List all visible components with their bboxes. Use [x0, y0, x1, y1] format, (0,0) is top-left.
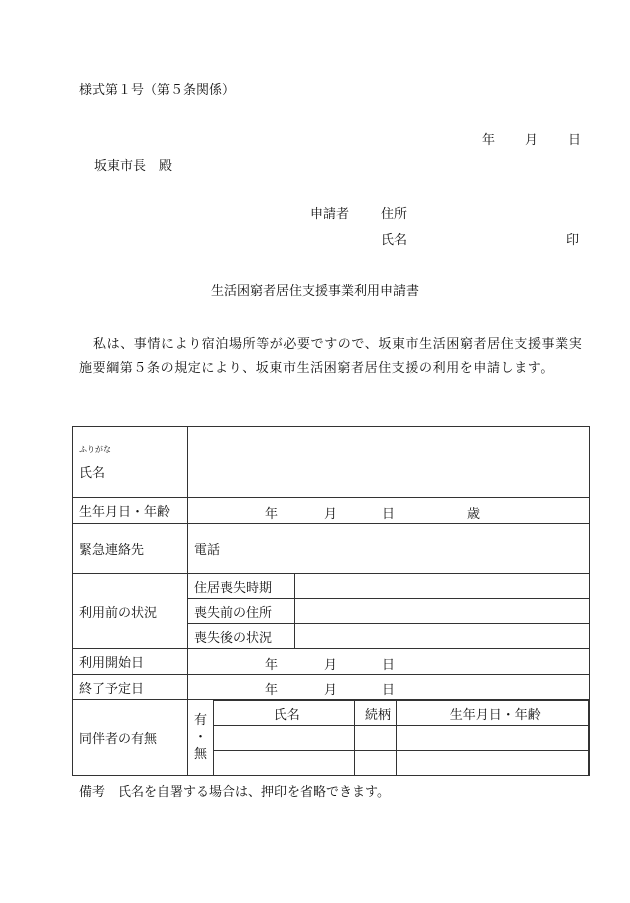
companion-detail-table — [214, 700, 589, 775]
applicant-name-label: 氏名 — [381, 233, 408, 248]
phone-label: 電話 — [194, 543, 221, 558]
emergency-contact-label: 緊急連絡先 — [73, 524, 188, 574]
companion-relation-header: 続柄 — [354, 701, 396, 726]
row-end-date — [73, 675, 590, 700]
row-name — [73, 427, 590, 498]
applicant-label: 申請者 — [310, 207, 350, 222]
loss-time-label: 住居喪失時期 — [188, 574, 295, 599]
application-statement — [79, 333, 589, 381]
prior-status-label: 利用前の状況 — [73, 574, 188, 649]
previous-address-label: 喪失前の住所 — [188, 599, 295, 624]
end-date-label: 終了予定日 — [73, 675, 188, 700]
companion-row — [214, 751, 589, 776]
after-loss-status-input[interactable] — [295, 624, 590, 649]
start-month-label: 月 — [324, 657, 338, 673]
companion-dot: ・ — [193, 730, 207, 745]
row-start-date — [73, 649, 590, 675]
start-date-input-cell[interactable] — [188, 649, 590, 675]
row-prior-status-1 — [73, 574, 590, 599]
remarks: 備考 氏名を自署する場合は、押印を省略できます。 — [79, 785, 390, 800]
date-year-label: 年 — [482, 133, 496, 148]
date-month-label: 月 — [525, 133, 539, 148]
companion-birth-header: 生年月日・年齢 — [396, 701, 589, 726]
start-day-label: 日 — [382, 657, 396, 673]
row-companion — [73, 700, 590, 776]
companion-birth-input[interactable] — [396, 726, 589, 751]
row-birth-age — [73, 498, 590, 524]
furigana-label: ふりがな — [79, 444, 111, 454]
name-input-cell[interactable] — [188, 427, 590, 498]
companion-label: 同伴者の有無 — [73, 700, 188, 776]
age-unit-label: 歳 — [467, 506, 481, 522]
date-day-label: 日 — [568, 133, 582, 148]
companion-row — [214, 726, 589, 751]
seal-mark: 印 — [566, 233, 580, 248]
birth-age-input-cell[interactable] — [188, 498, 590, 524]
end-month-label: 月 — [324, 683, 338, 698]
end-date-input-cell[interactable] — [188, 675, 590, 700]
end-year-label: 年 — [265, 683, 279, 698]
previous-address-input[interactable] — [295, 599, 590, 624]
addressee: 坂東市長 殿 — [94, 159, 173, 174]
start-year-label: 年 — [265, 657, 279, 673]
companion-name-input[interactable] — [214, 751, 354, 776]
companion-relation-input[interactable] — [354, 751, 396, 776]
companion-no[interactable]: 無 — [193, 747, 207, 762]
companion-yes-no-cell[interactable] — [188, 700, 214, 776]
application-form-table — [72, 426, 590, 776]
application-statement-text: 私は、事情により宿泊場所等が必要ですので、坂東市生活困窮者居住支援事業実施要綱第５条の規定により、坂東市生活困窮者居住支援の利用を申請します。 — [79, 337, 583, 376]
companion-birth-input[interactable] — [396, 751, 589, 776]
companion-yes[interactable]: 有 — [193, 713, 207, 728]
name-label: 氏名 — [79, 465, 106, 481]
companion-header-row — [214, 701, 589, 726]
document-title: 生活困窮者居住支援事業利用申請書 — [210, 284, 419, 299]
companion-name-header: 氏名 — [214, 701, 354, 726]
birth-year-label: 年 — [265, 506, 279, 522]
loss-time-input[interactable] — [295, 574, 590, 599]
after-loss-status-label: 喪失後の状況 — [188, 624, 295, 649]
birth-age-label: 生年月日・年齢 — [73, 498, 188, 524]
name-label-cell — [73, 427, 188, 498]
birth-month-label: 月 — [324, 506, 338, 522]
companion-name-input[interactable] — [214, 726, 354, 751]
birth-day-label: 日 — [382, 506, 396, 522]
row-emergency-contact — [73, 524, 590, 574]
phone-input-cell[interactable] — [188, 524, 590, 574]
companion-relation-input[interactable] — [354, 726, 396, 751]
end-day-label: 日 — [382, 683, 396, 698]
companion-detail-cell — [214, 700, 590, 776]
start-date-label: 利用開始日 — [73, 649, 188, 675]
applicant-address-label: 住所 — [381, 207, 408, 222]
form-number: 様式第１号（第５条関係） — [79, 83, 236, 98]
